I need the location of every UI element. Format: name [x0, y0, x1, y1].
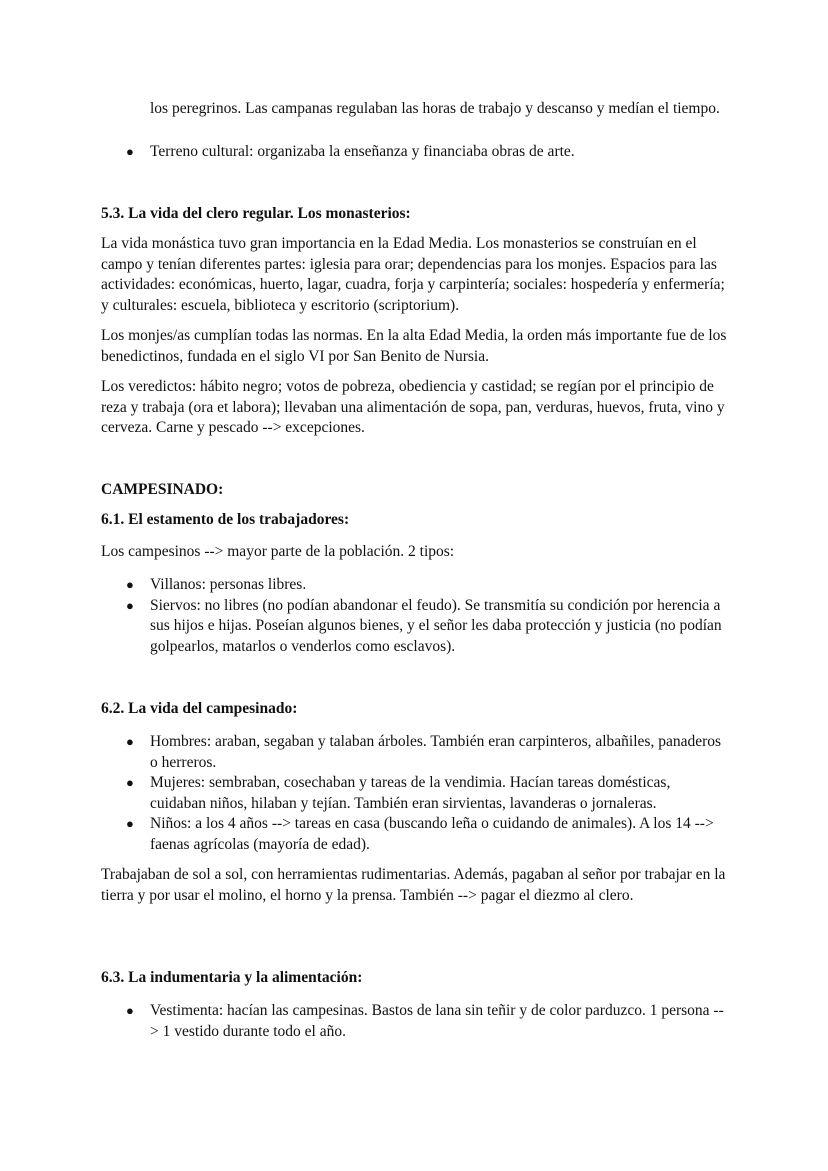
- bullet-icon: ●: [126, 816, 134, 831]
- bullet-icon: ●: [126, 577, 134, 592]
- section-6-3: [101, 968, 733, 989]
- paragraph: Los monjes/as cumplían todas las normas. En la alta Edad Media, la orden más importante fue de los benedictinos, fundada en el siglo VI por San Benito de Nursia.: [101, 327, 727, 365]
- paragraph: La vida monástica tuvo gran importancia en la Edad Media. Los monasterios se construían en el campo y tenían diferentes partes: iglesia para orar; dependencias para los monjes. Espacios para las actividades: económicas, huerto, lagar, cuadra, forja y carpintería; sociales: hospedería y enfermería; y culturales: escuela, biblioteca y escritorio (scriptorium).: [101, 235, 725, 314]
- list-item: ● Villanos: personas libres.: [150, 575, 730, 596]
- section-5-3: [101, 204, 733, 225]
- section-heading: 6.2. La vida del campesinado:: [101, 700, 298, 717]
- section-heading: 5.3. La vida del clero regular. Los monasterios:: [101, 205, 411, 222]
- list-item: ● Hombres: araban, segaban y talaban árboles. También eran carpinteros, albañiles, panaderos o herreros.: [126, 733, 722, 771]
- paragraph: Los veredictos: hábito negro; votos de pobreza, obediencia y castidad; se regían por el principio de reza y trabaja (ora et labora); llevaban una alimentación de sopa, pan, verduras, huevos, fruta, vino y cerveza. Carne y pescado --> excepciones.: [101, 378, 725, 436]
- bullet-list: [126, 1001, 730, 1042]
- continued-paragraph: los peregrinos. Las campanas regulaban las horas de trabajo y descanso y medían el tiempo.: [150, 100, 720, 117]
- bullet-list: [126, 732, 730, 855]
- continued-text: [150, 99, 730, 120]
- bullet-icon: ●: [126, 734, 134, 749]
- list-item: ● Niños: a los 4 años --> tareas en casa (buscando leña o cuidando de animales). A los 14 --> faenas agrícolas (mayoría de edad).: [126, 815, 714, 853]
- chapter-title: CAMPESINADO:: [101, 481, 224, 498]
- list-item: ● Siervos: no libres (no podían abandonar el feudo). Se transmitía su condición por herencia a sus hijos e hijas. Poseían algunos bienes, y el señor les daba protección y justicia (no podían golpearlos, matarlos o venderlos como esclavos).: [126, 596, 722, 655]
- bullet-icon: ●: [126, 144, 134, 159]
- bullet-icon: ●: [126, 1003, 134, 1018]
- section-heading: 6.3. La indumentaria y la alimentación:: [101, 969, 363, 986]
- list-item: ● Terreno cultural: organizaba la enseñanza y financiaba obras de arte.: [150, 142, 730, 163]
- paragraph: Los campesinos --> mayor parte de la población. 2 tipos:: [101, 543, 455, 560]
- top-bullet-list: [126, 142, 730, 163]
- bullet-list: [126, 575, 730, 657]
- bullet-icon: ●: [126, 597, 134, 613]
- paragraph: Trabajaban de sol a sol, con herramientas rudimentarias. Además, pagaban al señor por trabajar en la tierra y por usar el molino, el horno y la prensa. También --> pagar el diezmo al clero.: [101, 866, 726, 904]
- list-item: ● Vestimenta: hacían las campesinas. Bastos de lana sin teñir y de color parduzco. 1 persona --> 1 vestido durante todo el año.: [126, 1002, 724, 1040]
- list-item: ● Mujeres: sembraban, cosechaban y tareas de la vendimia. Hacían tareas domésticas, cuidaban niños, hilaban y tejían. También eran sirvientas, lavanderas o jornaleras.: [126, 774, 671, 812]
- section-heading: 6.1. El estamento de los trabajadores:: [101, 511, 350, 528]
- bullet-icon: ●: [126, 775, 134, 790]
- section-6-1: [101, 510, 733, 531]
- section-6-2: [101, 699, 733, 720]
